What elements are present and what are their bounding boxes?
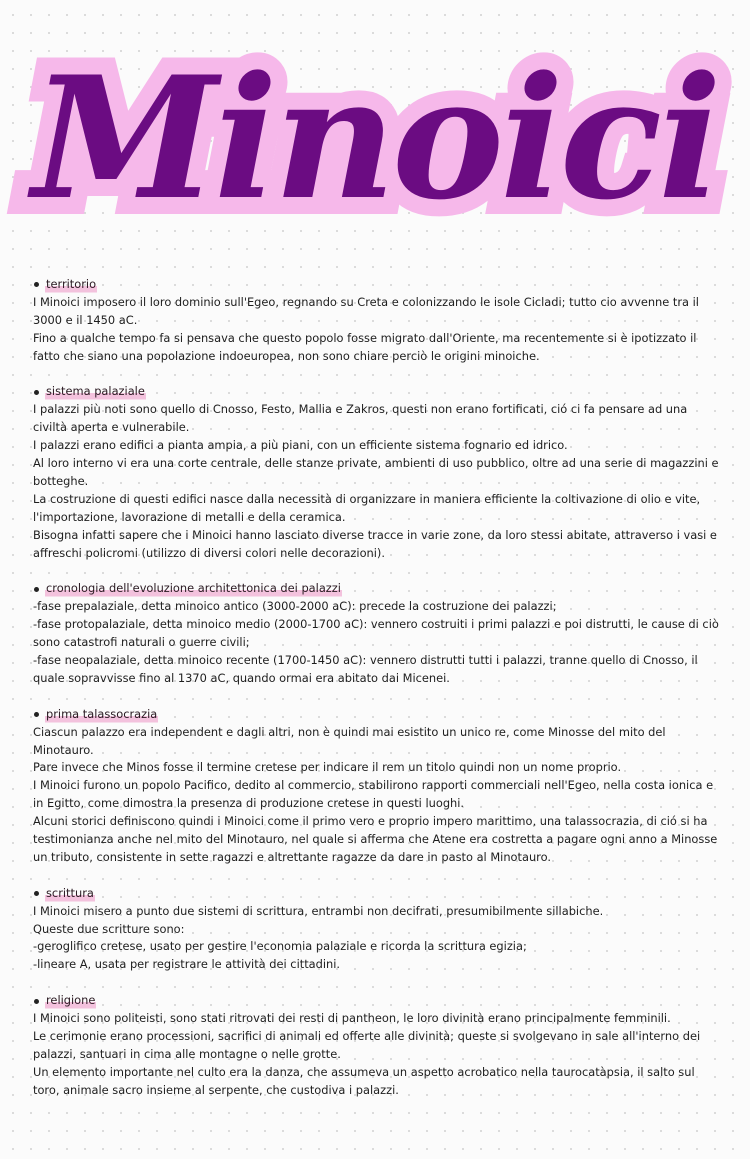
bullet-icon bbox=[34, 282, 39, 287]
bullet-icon bbox=[34, 390, 39, 395]
section-scrittura bbox=[33, 885, 723, 975]
bullet-icon bbox=[34, 712, 39, 717]
notes-content bbox=[33, 276, 723, 1118]
paragraph: I Minoici furono un popolo Pacifico, dedito al commercio, stabilirono rapporti commerciali nell'Egeo, nella costa ionica e in Egitto, come dimostra la presenza di produzione cretese in questi luoghi. bbox=[33, 778, 714, 811]
paragraph: -lineare A, usata per registrare le attività dei cittadini. bbox=[33, 957, 341, 972]
heading-text: prima talassocrazia bbox=[45, 706, 158, 724]
paragraph: Bisogna infatti sapere che i Minoici hanno lasciato diverse tracce in varie zone, da loro stessi abitate, attraverso i vasi e affreschi policromi (utilizzo di diversi colori nelle decorazioni). bbox=[33, 527, 717, 560]
paragraph: Queste due scritture sono: bbox=[33, 921, 185, 936]
section-heading bbox=[33, 580, 723, 598]
section-heading bbox=[33, 383, 723, 401]
paragraph: Alcuni storici definiscono quindi i Minoici come il primo vero e proprio impero marittimo, una talassocrazia, di ció si ha testimonianza anche nel mito del Minotauro, nel quale si afferma che Atene era costretta a pagare ogni anno a Minosse un tributo, consistente in sette ragazzi e altrettante ragazze da dare in pasto al Minotauro. bbox=[33, 814, 718, 864]
section-religione bbox=[33, 992, 723, 1099]
heading-text: scrittura bbox=[45, 885, 95, 903]
bullet-icon bbox=[34, 587, 39, 592]
paragraph: I palazzi più noti sono quello di Cnosso, Festo, Mallia e Zakros, questi non erano fortificati, ció ci fa pensare ad una civiltà aperta e vulnerabile. bbox=[33, 402, 688, 435]
paragraph: I Minoici imposero il loro dominio sull'Egeo, regnando su Creta e colonizzando le isole Cicladi; tutto cio avvenne tra il 3000 e il 1450 aC. bbox=[33, 294, 699, 327]
section-heading bbox=[33, 706, 723, 724]
page-title: Minoici bbox=[32, 39, 718, 237]
paragraph: Al loro interno vi era una corte centrale, delle stanze private, ambienti di uso pubblico, oltre ad una serie di magazzini e botteghe. bbox=[33, 456, 719, 488]
paragraph: -fase protopalaziale, detta minoico medio (2000-1700 aC): vennero costruiti i primi palazzi e poi distrutti, le cause di ciò sono catastrofi naturali o guerre civili; bbox=[33, 617, 719, 650]
paragraph: I Minoici sono politeisti, sono stati ritrovati dei resti di pantheon, le loro divinità erano principalmente femminili. bbox=[33, 1011, 671, 1026]
paragraph: -geroglifico cretese, usato per gestire l'economia palaziale e ricorda la scrittura egizia; bbox=[33, 939, 527, 954]
bullet-icon bbox=[34, 891, 39, 896]
paragraph: Ciascun palazzo era independent e dagli altri, non è quindi mai esistito un unico re, come Minosse del mito del Minotauro. bbox=[33, 724, 666, 757]
paragraph: Le cerimonie erano processioni, sacrifici di animali ed offerte alle divinità; queste si svolgevano in sale all'interno dei palazzi, santuari in cima alle montagne o nelle grotte. bbox=[33, 1028, 701, 1061]
section-heading bbox=[33, 992, 723, 1010]
section-cronologia bbox=[33, 580, 723, 687]
section-heading bbox=[33, 885, 723, 903]
paragraph: I Minoici misero a punto due sistemi di scrittura, entrambi non decifrati, presumibilmente sillabiche. bbox=[33, 903, 604, 918]
paragraph: -fase prepalaziale, detta minoico antico (3000-2000 aC): precede la costruzione dei palazzi; bbox=[33, 599, 557, 614]
heading-text: sistema palaziale bbox=[45, 383, 146, 401]
heading-text: territorio bbox=[45, 276, 97, 294]
section-territorio bbox=[33, 276, 723, 366]
section-prima-talassocrazia bbox=[33, 706, 723, 867]
heading-text: cronologia dell'evoluzione architettonica dei palazzi bbox=[45, 580, 342, 598]
paragraph: Pare invece che Minos fosse il termine cretese per indicare il rem un titolo quindi non un nome proprio. bbox=[33, 760, 622, 775]
heading-text: religione bbox=[45, 992, 96, 1010]
paragraph: Un elemento importante nel culto era la danza, che assumeva un aspetto acrobatico nella taurocatàpsia, il salto sul toro, animale sacro insieme al serpente, che custodiva i palazzi. bbox=[33, 1064, 695, 1097]
section-sistema-palaziale bbox=[33, 383, 723, 562]
paragraph: La costruzione di questi edifici nasce dalla necessità di organizzare in maniera efficiente la coltivazione di olio e vite, l'importazione, lavorazione di metalli e della ceramica. bbox=[33, 491, 701, 524]
bullet-icon bbox=[34, 999, 39, 1004]
paragraph: I palazzi erano edifici a pianta ampia, a più piani, con un efficiente sistema fognario ed idrico. bbox=[33, 438, 568, 453]
title-banner bbox=[0, 18, 750, 258]
paragraph: -fase neopalaziale, detta minoico recente (1700-1450 aC): vennero distrutti tutti i palazzi, tranne quello di Cnosso, il quale sopravvisse fino al 1370 aC, quando ormai era abitato dai Micenei. bbox=[33, 653, 698, 685]
paragraph: Fino a qualche tempo fa si pensava che questo popolo fosse migrato dall'Oriente, ma recentemente si è ipotizzato il fatto che siano una popolazione indoeuropea, non sono chiare perciò le origini minoiche. bbox=[33, 330, 697, 363]
section-heading bbox=[33, 276, 723, 294]
